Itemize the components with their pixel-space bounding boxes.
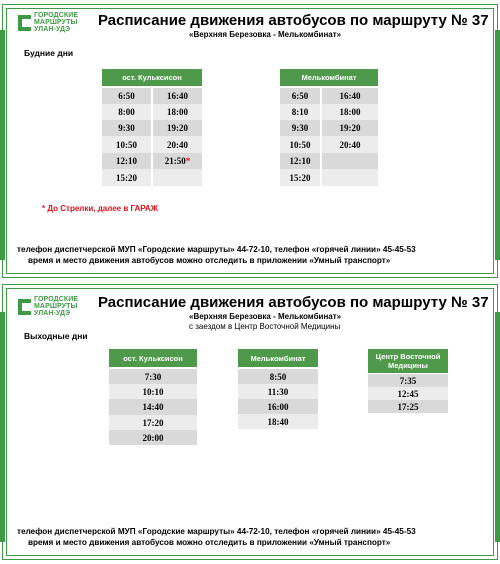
logo-text: ГОРОДСКИЕ МАРШРУТЫ УЛАН-УДЭ [34,296,79,317]
timetable-melkombinat [280,88,378,186]
right-frame-bar [495,30,500,260]
timetable-eastern-medicine-center [368,374,448,413]
time-cell: 8:00 [102,104,151,120]
time-cell-empty [322,169,378,186]
time-cell: 18:00 [322,104,378,120]
day-type-label: Выходные дни [24,331,88,341]
asterisk-mark: * [185,156,191,166]
stop-header-melkombinat: Мелькомбинат [280,69,378,86]
time-cell: 7:35 [368,374,448,387]
time-cell: 8:10 [280,104,320,120]
footnote: * До Стрелки, далее в ГАРАЖ [42,204,158,213]
tracking-line: время и место движения автобусов можно отследить в приложении «Умный транспорт» [28,538,391,547]
brand-logo [18,12,78,33]
route-logo-icon [18,15,31,31]
right-frame-bar [495,312,500,542]
left-frame-bar [0,30,5,260]
time-cell: 10:50 [102,136,151,153]
contact-line: телефон диспетчерской МУП «Городские маршруты» 44-72-10, телефон «горячей линии» 45-45-53 [17,245,416,254]
day-type-label: Будние дни [24,48,74,58]
route-subtitle: «Верхняя Березовка - Мелькомбинат» [189,30,342,39]
time-cell-empty [153,169,202,186]
stop-header-melkombinat: Мелькомбинат [238,349,318,367]
time-cell: 15:20 [280,169,320,186]
time-cell: 14:40 [109,399,197,415]
time-cell-with-asterisk [153,153,202,169]
contact-line: телефон диспетчерской МУП «Городские маршруты» 44-72-10, телефон «горячей линии» 45-45-53 [17,527,416,536]
time-cell: 12:10 [280,153,320,169]
time-cell: 18:00 [153,104,202,120]
time-cell: 19:20 [153,120,202,136]
brand-logo [18,296,78,317]
route-logo-icon [18,299,31,315]
time-cell: 12:45 [368,387,448,400]
panel-frame-inner [6,8,494,274]
route-subtitle: «Верхняя Березовка - Мелькомбинат» [189,312,342,321]
time-cell: 15:20 [102,169,151,186]
time-cell: 17:25 [368,400,448,413]
time-cell: 7:30 [109,369,197,384]
schedule-title: Расписание движения автобусов по маршруту № 37 [98,294,489,311]
schedule-title: Расписание движения автобусов по маршруту № 37 [98,12,489,29]
time-cell: 18:40 [238,414,318,429]
time-cell-empty [322,153,378,169]
stop-header-kulksison: ост. Кульксисон [109,349,197,367]
tracking-line: время и место движения автобусов можно отследить в приложении «Умный транспорт» [28,256,391,265]
time-cell: 19:20 [322,120,378,136]
time-cell: 6:50 [280,88,320,104]
time-cell: 11:30 [238,384,318,399]
time-cell: 10:50 [280,136,320,153]
time-cell: 20:40 [153,136,202,153]
timetable-kulksison [109,369,197,445]
time-cell: 9:30 [280,120,320,136]
time-cell: 12:10 [102,153,151,169]
stop-header-kulksison: ост. Кульксисон [102,69,202,86]
time-cell: 9:30 [102,120,151,136]
time-cell: 17:20 [109,415,197,430]
timetable-melkombinat [238,369,318,429]
time-cell: 6:50 [102,88,151,104]
time-value: 21:50 [164,156,186,166]
time-cell: 16:40 [153,88,202,104]
time-cell: 16:00 [238,399,318,414]
weekend-schedule-panel [0,282,500,564]
time-cell: 10:10 [109,384,197,399]
time-cell: 20:40 [322,136,378,153]
time-cell: 20:00 [109,430,197,445]
time-cell: 16:40 [322,88,378,104]
logo-text: ГОРОДСКИЕ МАРШРУТЫ УЛАН-УДЭ [34,12,79,33]
timetable-kulksison [102,88,202,186]
left-frame-bar [0,312,5,542]
stop-header-eastern-medicine-center: Центр Восточной Медицины [368,349,448,373]
route-note: с заездом в Центр Восточной Медицины [189,322,341,331]
time-cell: 8:50 [238,369,318,384]
